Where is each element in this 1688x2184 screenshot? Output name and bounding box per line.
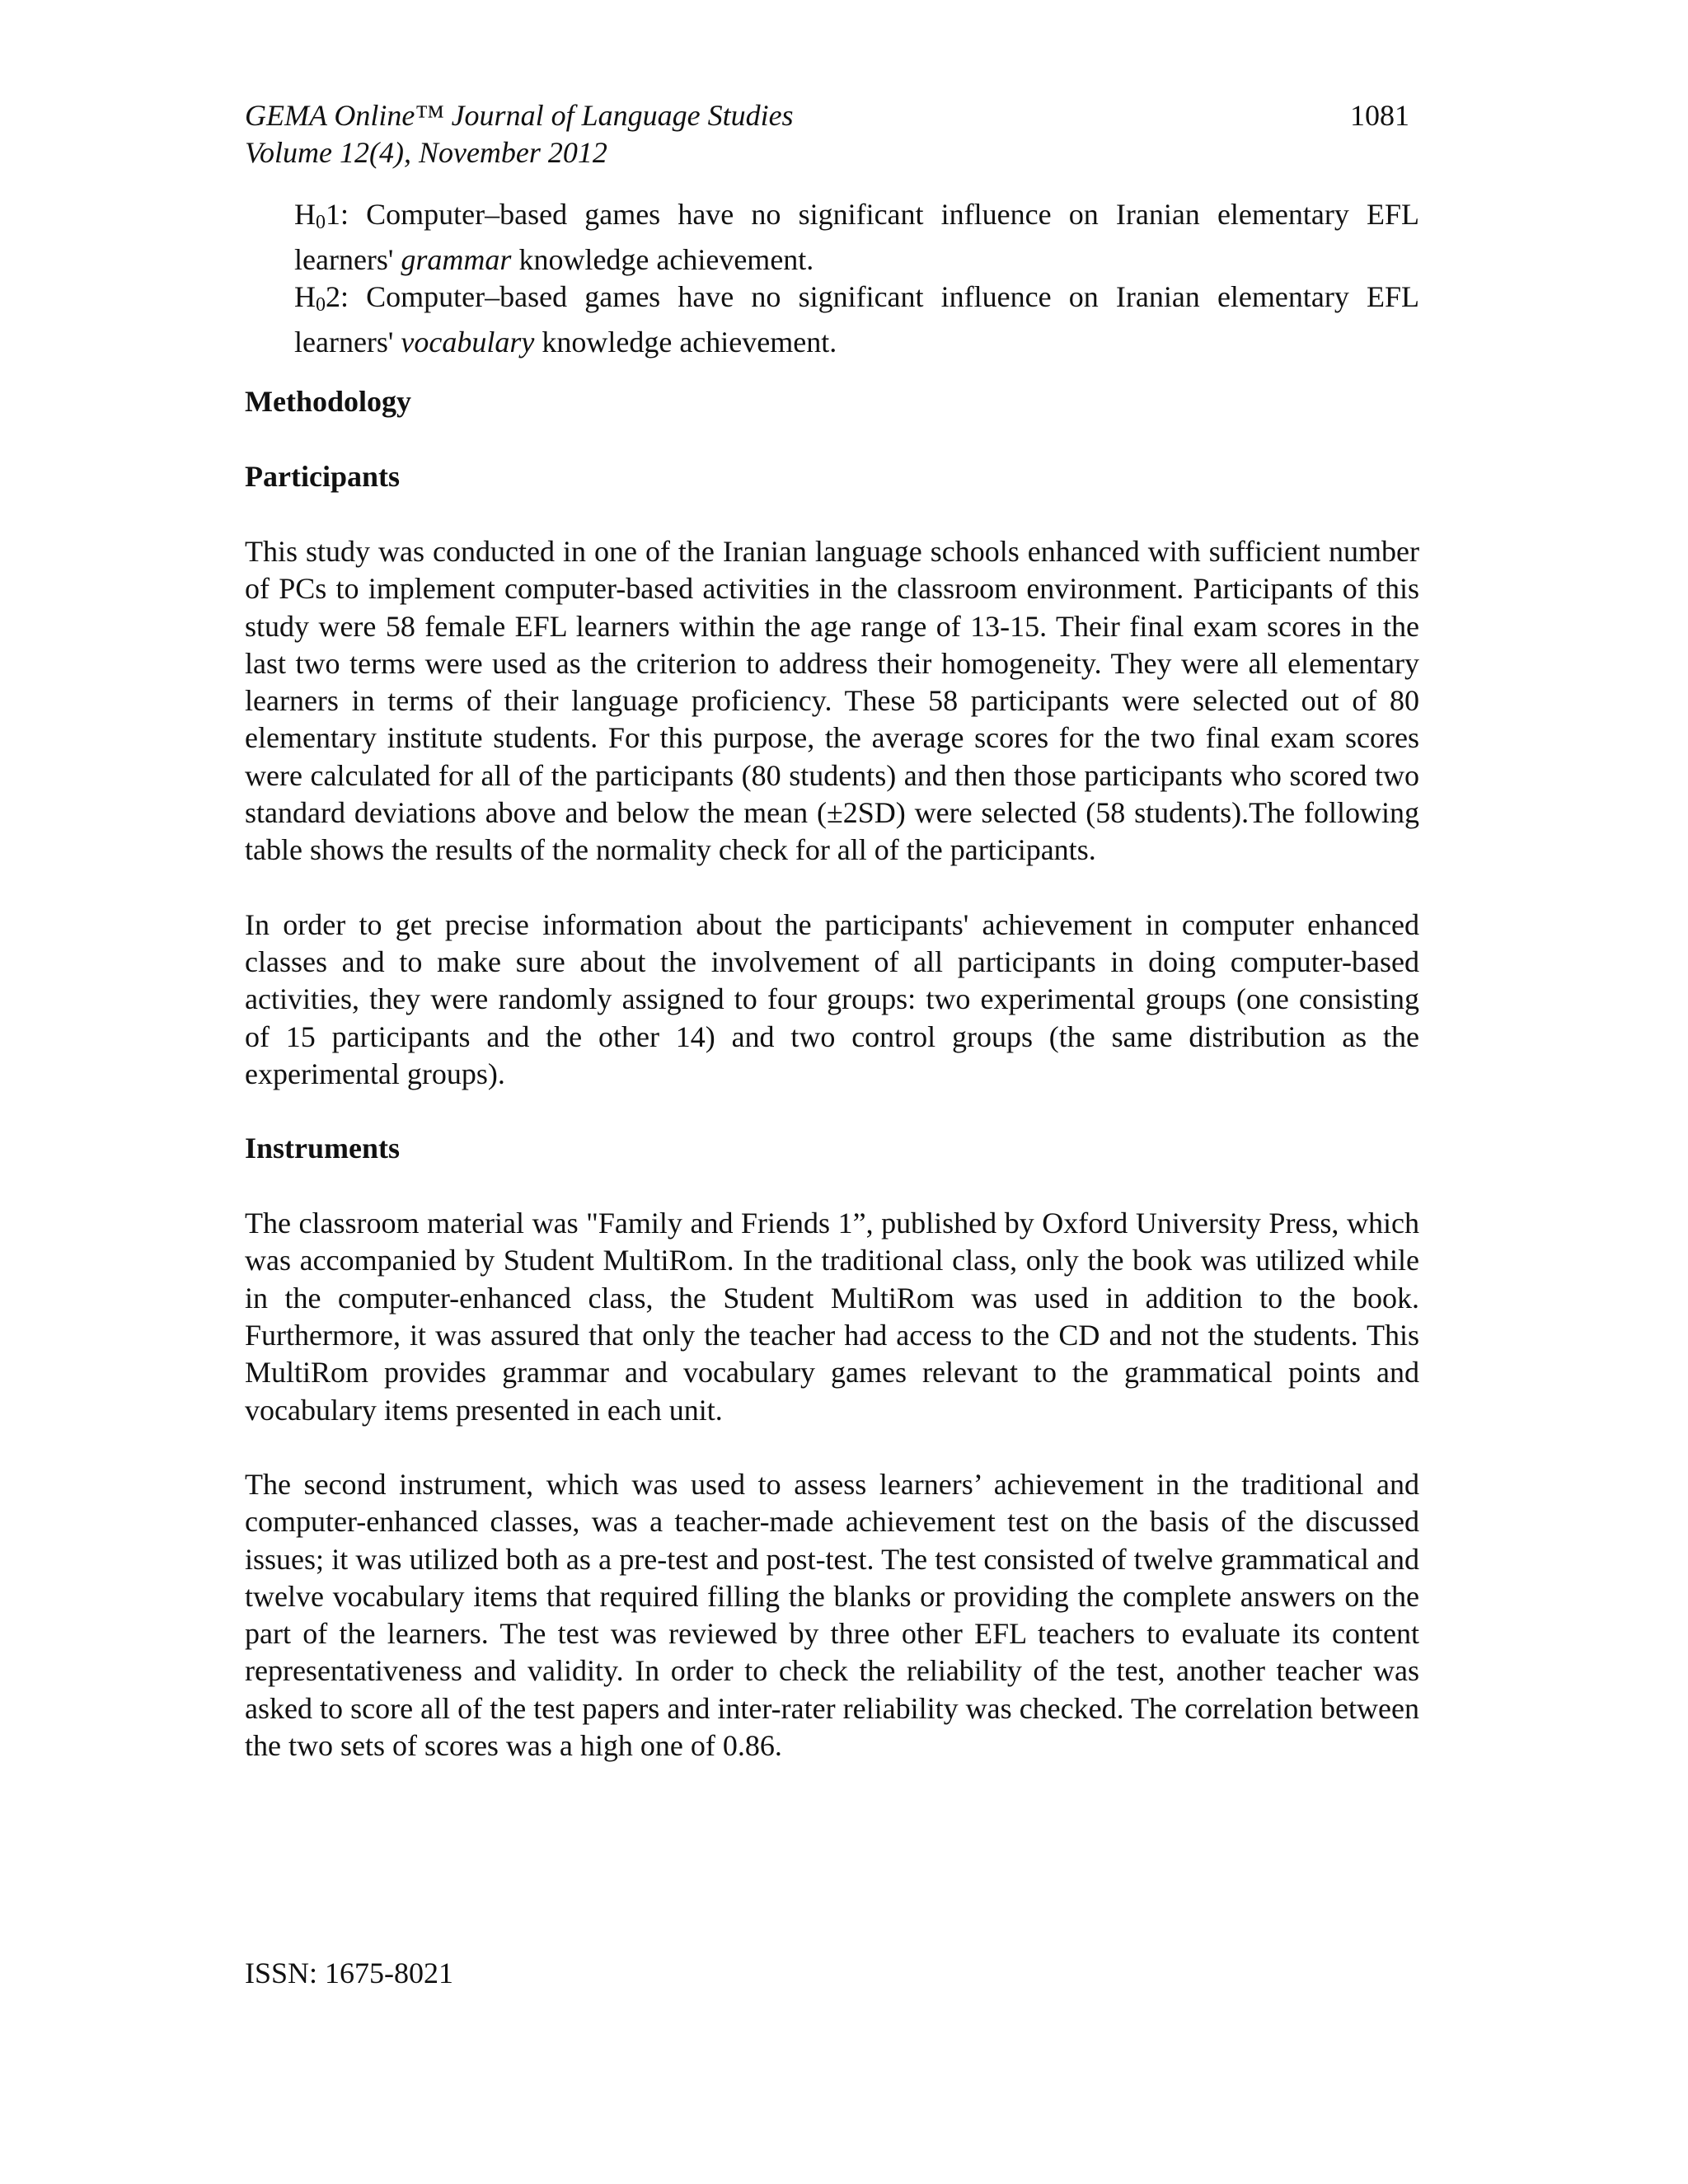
paragraph-instruments-2: The second instrument, which was used to assess learners’ achievement in the traditional and computer-enhanced classes, was a teacher-made achievement test on the basis of the discussed issues; it was utilized both as a pre-test and post-test. The test consisted of twelve grammatical and twelve vocabulary items that required filling the blanks or providing the complete answers on the part of the learners. The test was reviewed by three other EFL teachers to evaluate its content representativeness and validity. In order to check the reliability of the test, another teacher was asked to score all of the test papers and inter-rater reliability was checked. The correlation between the two sets of scores was a high one of 0.86. [245,1467,1419,1763]
main-body [245,383,1419,1765]
hypotheses-list [294,196,1419,361]
hypothesis-2: $H_02$: Computer–based games have no significant influence on Iranian elementary EFL learners' vocabulary knowledge achievement. [294,280,1419,359]
journal-volume: Volume 12(4), November 2012 [245,136,607,169]
paragraph-instruments-1: The classroom material was "Family and Friends 1”, published by Oxford University Press, which was accompanied by Student MultiRom. In the traditional class, only the book was utilized while in the computer-enhanced class, the Student MultiRom was used in addition to the book. Furthermore, it was assured that only the teacher had access to the CD and not the students. This MultiRom provides grammar and vocabulary games relevant to the grammatical points and vocabulary items presented in each unit. [245,1207,1419,1427]
journal-title: GEMA Online™ Journal of Language Studies [245,99,794,132]
paragraph-participants-1: This study was conducted in one of the Iranian language schools enhanced with sufficient number of PCs to implement computer-based activities in the classroom environment. Participants of this study were 58 female EFL learners within the age range of 13-15. Their final exam scores in the last two terms were used as the criterion to address their homogeneity. They were all elementary learners in terms of their language proficiency. These 58 participants were selected out of 80 elementary institute students. For this purpose, the average scores for the two final exam scores were calculated for all of the participants (80 students) and then those participants who scored two standard deviations above and below the mean (±2SD) were selected (58 students).The following table shows the results of the normality check for all of the participants. [245,535,1419,867]
running-header [245,97,1415,171]
footer-issn: ISSN: 1675-8021 [245,1957,454,1990]
paragraph-participants-2: In order to get precise information about the participants' achievement in computer enhanced classes and to make sure about the involvement of all participants in doing computer-based activities, they were randomly assigned to four groups: two experimental groups (one consisting of 15 participants and the other 14) and two control groups (the same distribution as the experimental groups). [245,907,1419,1090]
hypothesis-1: $H_01$: Computer–based games have no significant influence on Iranian elementary EFL learners' grammar knowledge achievement. [294,198,1419,276]
heading-instruments: Instruments [245,1132,401,1165]
page-number: 1081 [1350,99,1409,132]
hypothesis-2-emphasis: vocabulary [401,326,535,359]
heading-methodology: Methodology [245,385,411,418]
hypothesis-1-emphasis: grammar [401,243,512,276]
heading-participants: Participants [245,460,400,493]
